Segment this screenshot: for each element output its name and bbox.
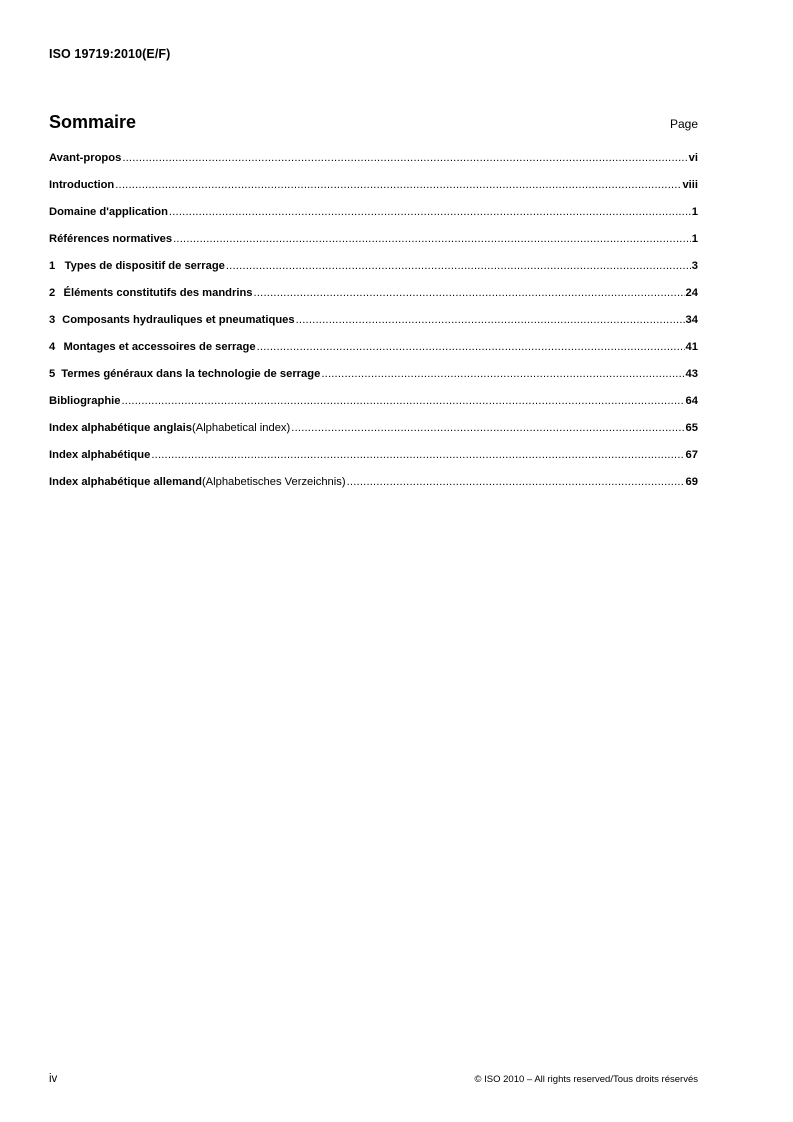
toc-entry-number: 5 [49,368,56,380]
toc-entry-page: 64 [685,395,698,407]
table-of-contents [49,151,698,502]
dot-leader [291,421,684,435]
toc-entry-index-anglais[interactable] [49,421,698,448]
toc-entry-title: Termes généraux dans la technologie de serrage [61,368,321,380]
toc-entry-title: Types de dispositif de serrage [64,260,225,272]
toc-entry-subtitle: (Alphabetisches Verzeichnis) [201,476,346,488]
toc-entry-page: 41 [685,341,698,353]
copyright-notice: © ISO 2010 – All rights reserved/Tous droits réservés [474,1074,698,1085]
toc-entry-title: Domaine d'application [49,206,168,218]
dot-leader [321,367,684,381]
toc-entry-title: Composants hydrauliques et pneumatiques [62,314,295,326]
toc-entry-page: 43 [685,368,698,380]
dot-leader [296,313,685,327]
toc-entry-page: 3 [691,260,698,272]
toc-entry-index-allemand[interactable] [49,475,698,502]
document-id: ISO 19719:2010(E/F) [49,47,171,61]
dot-leader [121,394,684,408]
toc-entry-section-4[interactable] [49,340,698,367]
toc-entry-subtitle: (Alphabetical index) [192,422,291,434]
toc-entry-section-5[interactable] [49,367,698,394]
toc-entry-page: 69 [685,476,698,488]
toc-entry-title: Index alphabétique [49,449,151,461]
toc-entry-title: Références normatives [49,233,173,245]
toc-entry-title: Bibliographie [49,395,121,407]
toc-title: Sommaire [49,112,137,132]
toc-entry-number: 4 [49,341,56,353]
toc-title-row [49,112,698,136]
toc-entry-title: Index alphabétique anglais [49,422,192,434]
toc-entry-title: Montages et accessoires de serrage [63,341,256,353]
toc-entry-avant-propos[interactable] [49,151,698,178]
toc-entry-page: 34 [685,314,698,326]
dot-leader [151,448,684,462]
dot-leader [122,151,687,165]
toc-entry-number: 3 [49,314,56,326]
dot-leader [254,286,685,300]
toc-entry-bibliographie[interactable] [49,394,698,421]
toc-entry-number: 2 [49,287,56,299]
toc-entry-page: viii [682,179,698,191]
dot-leader [173,232,691,246]
toc-entry-page: 1 [691,206,698,218]
toc-entry-title: Éléments constitutifs des mandrins [63,287,253,299]
toc-entry-section-2[interactable] [49,286,698,313]
toc-entry-references-normatives[interactable] [49,232,698,259]
toc-entry-page: 24 [685,287,698,299]
toc-entry-index-alphabetique[interactable] [49,448,698,475]
toc-entry-title: Introduction [49,179,115,191]
toc-entry-page: 65 [685,422,698,434]
toc-entry-title: Avant-propos [49,152,122,164]
toc-entry-page: vi [688,152,698,164]
dot-leader [226,259,691,273]
toc-entry-title: Index alphabétique allemand [49,476,202,488]
dot-leader [347,475,685,489]
toc-entry-introduction[interactable] [49,178,698,205]
toc-entry-page: 1 [691,233,698,245]
toc-page-column-label: Page [669,117,698,131]
dot-leader [257,340,685,354]
dot-leader [115,178,681,192]
dot-leader [169,205,691,219]
toc-entry-section-3[interactable] [49,313,698,340]
page-number: iv [49,1073,58,1085]
toc-entry-section-1[interactable] [49,259,698,286]
toc-entry-number: 1 [49,260,56,272]
toc-entry-domaine-application[interactable] [49,205,698,232]
toc-entry-page: 67 [685,449,698,461]
